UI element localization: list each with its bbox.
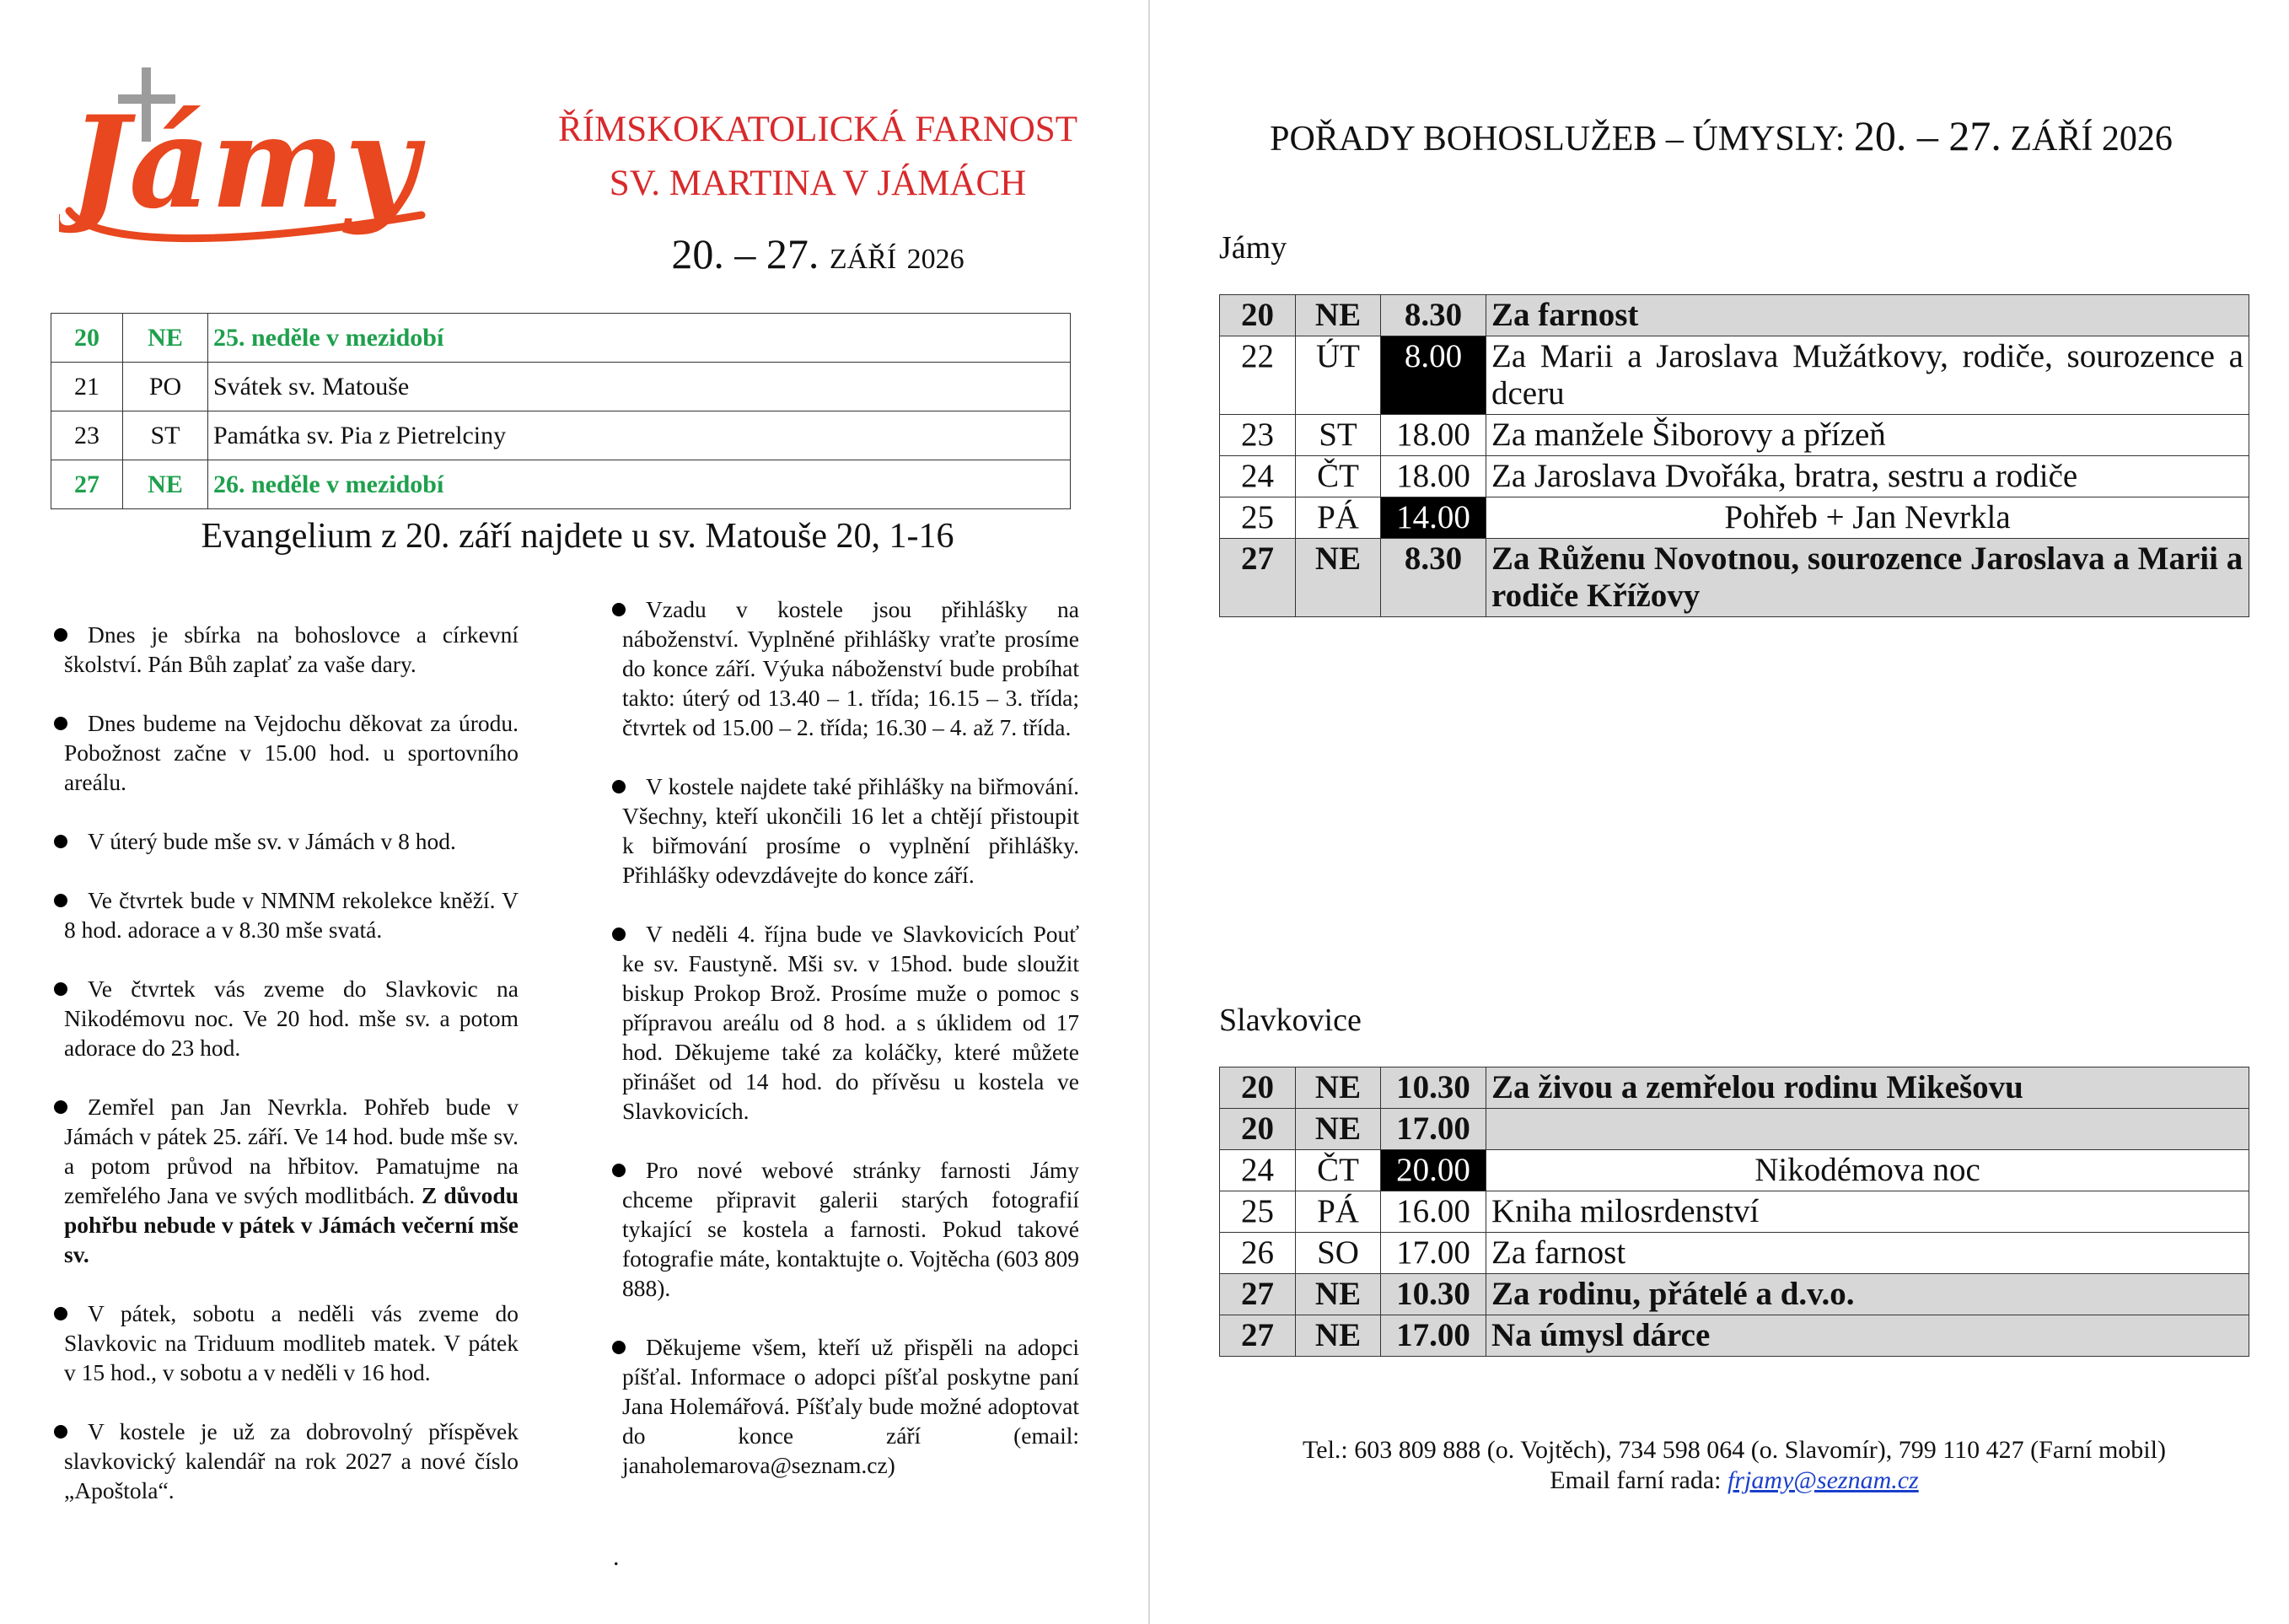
mass-time: 8.30: [1381, 539, 1486, 617]
mass-intention: Za Růženu Novotnou, sourozence Jaroslava a Marii a rodiče Křížovy: [1486, 539, 2249, 617]
mass-intention: Za rodinu, přátelé a d.v.o.: [1486, 1274, 2249, 1315]
announcement-item: [51, 974, 519, 1062]
bullet-icon: [612, 928, 626, 941]
announcement-text: Ve čtvrtek vás zveme do Slavkovic na Nikodémovu noc. Ve 20 hod. mše sv. a potom adorace do 23 hod.: [64, 976, 519, 1061]
place-label-slavkovice: Slavkovice: [1219, 1003, 1362, 1038]
announcement-item: [609, 1332, 1079, 1480]
bullet-icon: [54, 835, 67, 848]
mass-intention: Za farnost: [1486, 295, 2249, 336]
announcement-item: [609, 919, 1079, 1126]
mass-row: [1220, 1109, 2249, 1150]
contact-footer: [1219, 1435, 2249, 1496]
mass-weekday: SO: [1296, 1233, 1381, 1274]
calendar-celebration: Svátek sv. Matouše: [208, 363, 1071, 411]
mass-day: 20: [1220, 1067, 1296, 1109]
mass-day: 23: [1220, 415, 1296, 456]
calendar-day: 23: [51, 411, 123, 460]
mass-row: [1220, 456, 2249, 497]
email-link[interactable]: frjamy@seznam.cz: [1727, 1466, 1919, 1494]
liturgical-calendar-table: [51, 313, 1071, 509]
mass-row: [1220, 295, 2249, 336]
right-page: [1148, 0, 2289, 1624]
mass-row: [1220, 539, 2249, 617]
mass-day: 24: [1220, 1150, 1296, 1191]
announcement-text: Dnes je sbírka na bohoslovce a církevní školství. Pán Bůh zaplať za vaše dary.: [64, 621, 519, 677]
mass-day: 27: [1220, 1315, 1296, 1357]
mass-time: 16.00: [1381, 1191, 1486, 1233]
mass-intention: Pohřeb + Jan Nevrkla: [1486, 497, 2249, 539]
mass-weekday: ČT: [1296, 456, 1381, 497]
mass-time: 8.00: [1381, 336, 1486, 415]
mass-day: 27: [1220, 1274, 1296, 1315]
announcement-text: Zemřel pan Jan Nevrkla. Pohřeb bude v Jámách v pátek 25. září. Ve 14 hod. bude mše sv. a potom průvod na hřbitov. Pamatujme na zemřelého Jana ve svých modlitbách.: [64, 1094, 519, 1208]
announcement-item: [51, 1299, 519, 1387]
calendar-row: [51, 363, 1071, 411]
announcement-text: Pro nové webové stránky farnosti Jámy chceme připravit galerii starých fotografií tykající se kostela a farnosti. Pokud takové fotografie máte, kontaktujte o. Vojtěcha (603 809 888).: [622, 1157, 1079, 1301]
mass-intention: Kniha milosrdenství: [1486, 1191, 2249, 1233]
mass-time: 17.00: [1381, 1315, 1486, 1357]
calendar-weekday: ST: [123, 411, 208, 460]
announcements-column-left: [51, 620, 519, 1535]
announcement-text-block: [64, 974, 519, 1062]
mass-table-jamy: [1219, 294, 2249, 617]
mass-weekday: NE: [1296, 295, 1381, 336]
announcement-text: Dnes budeme na Vejdochu děkovat za úrodu. Pobožnost začne v 15.00 hod. u sportovního areálu.: [64, 710, 519, 795]
mass-day: 20: [1220, 295, 1296, 336]
mass-intention: Za manžele Šiborovy a přízeň: [1486, 415, 2249, 456]
mass-day: 26: [1220, 1233, 1296, 1274]
mass-row: [1220, 1233, 2249, 1274]
calendar-weekday: NE: [123, 460, 208, 509]
announcement-text-block: [64, 885, 519, 944]
announcement-text: Vzadu v kostele jsou přihlášky na náboženství. Vyplněné přihlášky vraťte prosíme do konce září. Výuka náboženství bude probíhat takto: úterý od 13.40 – 1. třída; 16.15 – 3. třída; čtvrtek od 15.00 – 2. třída; 16.30 – 4. až 7. třída.: [622, 596, 1079, 740]
mass-time: 20.00: [1381, 1150, 1486, 1191]
mass-row: [1220, 1150, 2249, 1191]
announcement-text: Ve čtvrtek bude v NMNM rekolekce kněží. V 8 hod. adorace a v 8.30 mše svatá.: [64, 887, 519, 943]
mass-row: [1220, 1191, 2249, 1233]
footer-phones: Tel.: 603 809 888 (o. Vojtěch), 734 598 064 (o. Slavomír), 799 110 427 (Farní mobil): [1303, 1436, 2166, 1464]
announcement-text-block: [64, 708, 519, 797]
announcement-bold-text: Z důvodu pohřbu nebude v pátek v Jámách večerní mše sv.: [64, 1182, 519, 1267]
mass-weekday: ČT: [1296, 1150, 1381, 1191]
announcement-item: [609, 1155, 1079, 1303]
announcement-item: [51, 826, 519, 856]
mass-intention: Nikodémova noc: [1486, 1150, 2249, 1191]
mass-intention: Za Marii a Jaroslava Mužátkovy, rodiče, sourozence a dceru: [1486, 336, 2249, 415]
mass-time: 17.00: [1381, 1233, 1486, 1274]
logo-graphic: [59, 51, 455, 245]
mass-time: 18.00: [1381, 415, 1486, 456]
announcement-text-block: [622, 772, 1079, 890]
announcement-item: [51, 708, 519, 797]
bullet-icon: [612, 780, 626, 793]
announcement-text: V kostele najdete také přihlášky na biřmování. Všechny, kteří ukončili 16 let a chtějí přistoupit k biřmování prosíme o vyplnění přihlášky. Přihlášky odevzdávejte do konce září.: [622, 773, 1079, 888]
bullet-icon: [54, 1100, 67, 1114]
mass-day: 24: [1220, 456, 1296, 497]
mass-row: [1220, 1274, 2249, 1315]
mass-weekday: PÁ: [1296, 497, 1381, 539]
date-year: 2026: [906, 244, 964, 275]
announcement-text-block: [622, 594, 1079, 742]
announcement-text-block: [64, 826, 519, 856]
mass-day: 20: [1220, 1109, 1296, 1150]
announcement-text: V kostele je už za dobrovolný příspěvek slavkovický kalendář na rok 2027 a nové číslo „Apoštola“.: [64, 1418, 519, 1503]
calendar-row: [51, 411, 1071, 460]
announcement-item: [51, 620, 519, 679]
bulletin-date: [506, 229, 1130, 278]
calendar-day: 21: [51, 363, 123, 411]
calendar-celebration: Památka sv. Pia z Pietrelciny: [208, 411, 1071, 460]
mass-weekday: NE: [1296, 1315, 1381, 1357]
calendar-weekday: PO: [123, 363, 208, 411]
mass-weekday: NE: [1296, 1274, 1381, 1315]
announcement-item: [51, 885, 519, 944]
date-range: 20. – 27.: [671, 230, 819, 277]
mass-intention: Na úmysl dárce: [1486, 1315, 2249, 1357]
bullet-icon: [54, 894, 67, 907]
announcement-item: [609, 594, 1079, 742]
calendar-row: [51, 460, 1071, 509]
mass-weekday: NE: [1296, 1067, 1381, 1109]
calendar-celebration: 26. neděle v mezidobí: [208, 460, 1071, 509]
calendar-day: 20: [51, 314, 123, 363]
gospel-reference: Evangelium z 20. září najdete u sv. Matouše 20, 1-16: [201, 517, 954, 556]
calendar-row: [51, 314, 1071, 363]
mass-intention: Za živou a zemřelou rodinu Mikešovu: [1486, 1067, 2249, 1109]
announcement-item: [609, 772, 1079, 890]
schedule-title: [1150, 111, 2289, 160]
bullet-icon: [612, 603, 626, 616]
mass-day: 27: [1220, 539, 1296, 617]
footer-email-label: Email farní rada:: [1550, 1466, 1722, 1494]
mass-row: [1220, 1315, 2249, 1357]
mass-weekday: NE: [1296, 539, 1381, 617]
footer-email-line: [1219, 1465, 2249, 1496]
calendar-celebration: 25. neděle v mezidobí: [208, 314, 1071, 363]
mass-weekday: PÁ: [1296, 1191, 1381, 1233]
announcement-text: V pátek, sobotu a neděli vás zveme do Slavkovic na Triduum modliteb matek. V pátek v 15 hod., v sobotu a v neděli v 16 hod.: [64, 1300, 519, 1385]
announcement-item: [51, 1092, 519, 1269]
mass-intention: Za Jaroslava Dvořáka, bratra, sestru a rodiče: [1486, 456, 2249, 497]
stray-dot: .: [613, 1543, 620, 1571]
announcement-text-block: [64, 1092, 519, 1269]
parish-title-line2: SV. MARTINA V JÁMÁCH: [609, 164, 1027, 203]
bullet-icon: [612, 1164, 626, 1177]
mass-row: [1220, 336, 2249, 415]
mass-row: [1220, 497, 2249, 539]
announcement-text-block: [622, 1155, 1079, 1303]
announcement-text: V úterý bude mše sv. v Jámách v 8 hod.: [88, 828, 456, 854]
mass-time: 8.30: [1381, 295, 1486, 336]
bullet-icon: [612, 1341, 626, 1354]
mass-day: 25: [1220, 497, 1296, 539]
calendar-day: 27: [51, 460, 123, 509]
mass-table-slavkovice: [1219, 1067, 2249, 1357]
mass-weekday: ÚT: [1296, 336, 1381, 415]
mass-intention: Za farnost: [1486, 1233, 2249, 1274]
announcements-column-right: [609, 594, 1079, 1509]
mass-weekday: ST: [1296, 415, 1381, 456]
announcement-text: Děkujeme všem, kteří už přispěli na adopci píšťal. Informace o adopci píšťal poskytne paní Jana Holemářová. Píšťaly bude možné adoptovat do konce září (email: janaholemarova@seznam.cz): [622, 1334, 1079, 1478]
parish-logo: [59, 51, 455, 245]
announcement-text-block: [622, 1332, 1079, 1480]
announcement-text-block: [64, 620, 519, 679]
mass-weekday: NE: [1296, 1109, 1381, 1150]
place-label-jamy: Jámy: [1219, 230, 1287, 266]
mass-time: 10.30: [1381, 1274, 1486, 1315]
bullet-icon: [54, 628, 67, 642]
announcement-item: [51, 1417, 519, 1505]
parish-title: [506, 103, 1130, 211]
bullet-icon: [54, 1307, 67, 1320]
mass-time: 10.30: [1381, 1067, 1486, 1109]
mass-time: 14.00: [1381, 497, 1486, 539]
bullet-icon: [54, 717, 67, 730]
mass-row: [1220, 1067, 2249, 1109]
logo-text: Jámy: [69, 89, 419, 237]
mass-day: 22: [1220, 336, 1296, 415]
announcement-text: V neděli 4. října bude ve Slavkovicích Pouť ke sv. Faustyně. Mši sv. v 15hod. bude sloužit biskup Prokop Brož. Prosíme muže o pomoc s přípravou areálu od 8 hod. a s úklidem od 17 hod. Děkujeme také za koláčky, které můžete přinášet od 14 hod. do přívěsu u kostela ve Slavkovicích.: [622, 921, 1079, 1124]
mass-time: 18.00: [1381, 456, 1486, 497]
announcement-text-block: [622, 919, 1079, 1126]
bullet-icon: [54, 1425, 67, 1438]
announcement-text-block: [64, 1417, 519, 1505]
date-month: ZÁŘÍ: [829, 244, 897, 275]
bullet-icon: [54, 982, 67, 996]
schedule-title-dates: 20. – 27.: [1853, 112, 2002, 159]
schedule-title-prefix: POŘADY BOHOSLUŽEB – ÚMYSLY:: [1270, 120, 1846, 159]
schedule-title-month: ZÁŘÍ 2026: [2010, 120, 2173, 159]
parish-title-line1: ŘÍMSKOKATOLICKÁ FARNOST: [557, 110, 1077, 149]
mass-intention: [1486, 1109, 2249, 1150]
calendar-weekday: NE: [123, 314, 208, 363]
announcement-text-block: [64, 1299, 519, 1387]
mass-day: 25: [1220, 1191, 1296, 1233]
mass-time: 17.00: [1381, 1109, 1486, 1150]
mass-row: [1220, 415, 2249, 456]
